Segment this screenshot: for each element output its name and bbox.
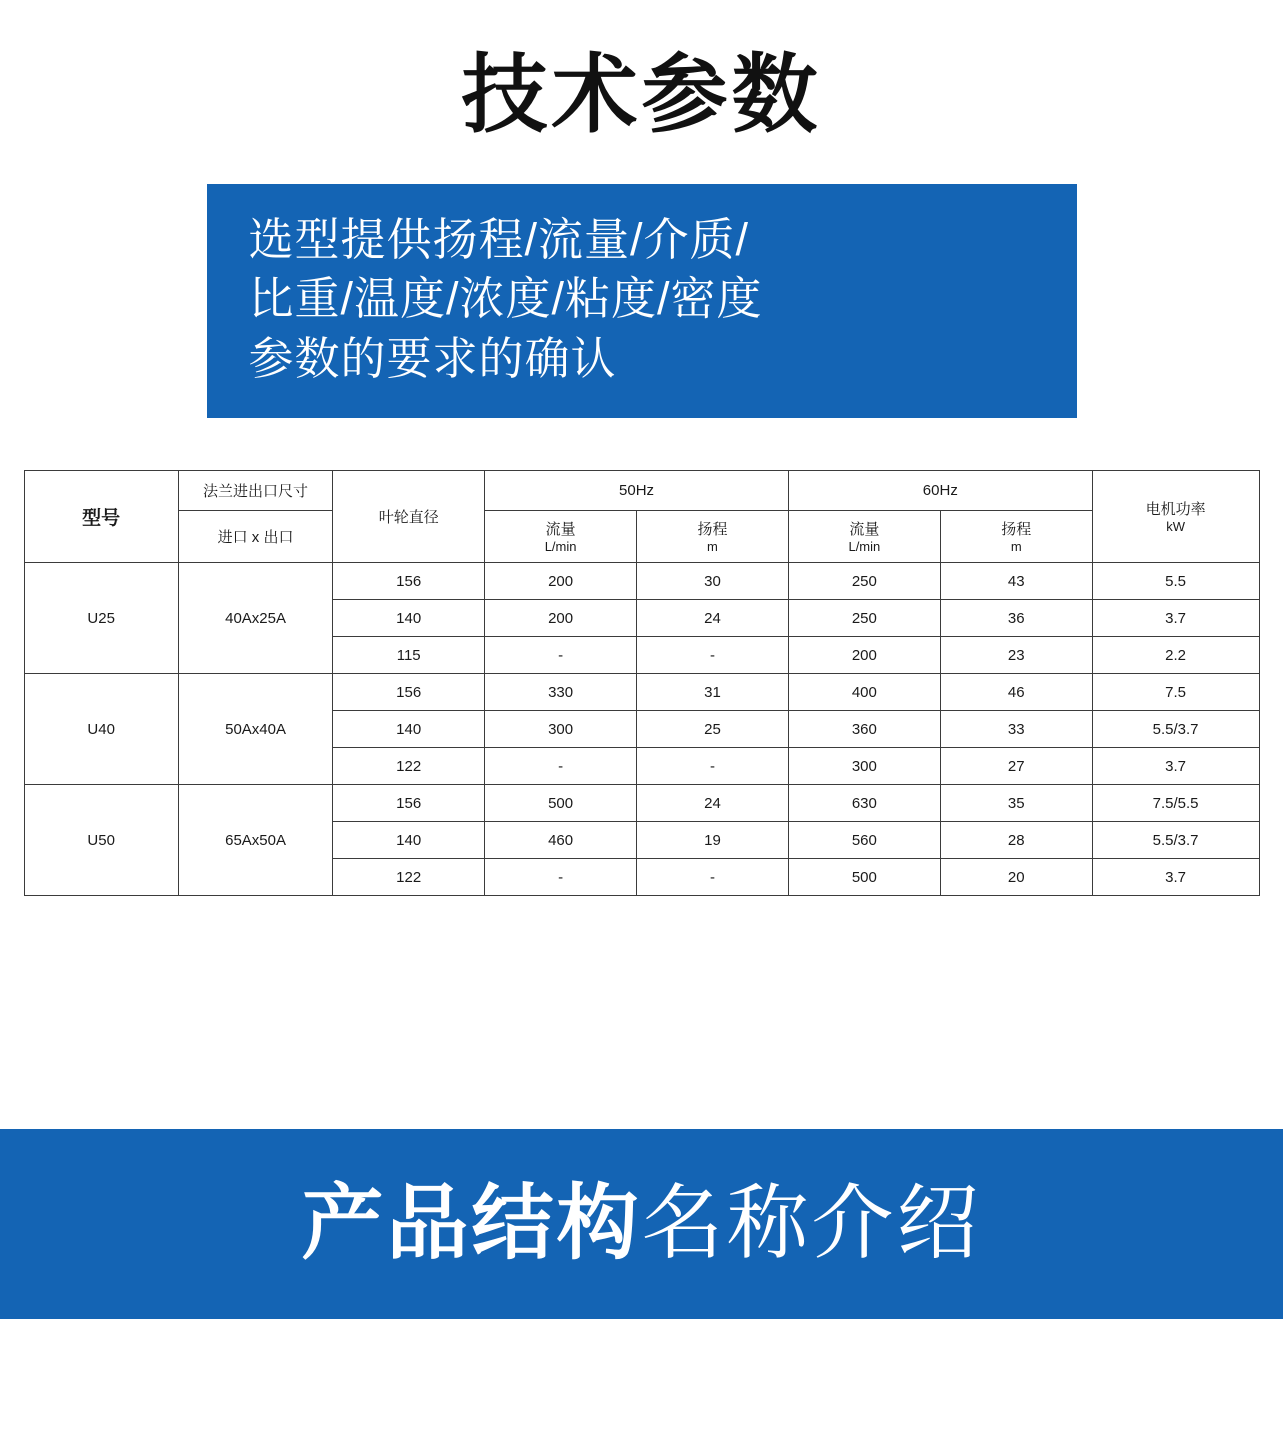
cell-power: 3.7 [1092,600,1259,637]
cell-head-50: 19 [637,822,789,859]
header-power [1092,471,1259,563]
cell-flow-60: 400 [788,674,940,711]
header-power-unit: kW [1166,519,1185,535]
header-50hz: 50Hz [485,471,789,511]
cell-head-60: 36 [940,600,1092,637]
bottom-banner-light: 名称介绍 [641,1178,982,1269]
header-flow-50-label: 流量 [545,521,576,539]
page-title: 技术参数 [461,47,822,143]
table-header-row-bottom [24,511,1259,563]
header-flow-50-unit: L/min [544,539,577,555]
cell-flow-60: 560 [788,822,940,859]
cell-head-60: 43 [940,563,1092,600]
table-header-row-top [24,471,1259,511]
header-head-50-label: 扬程 [697,521,728,539]
cell-power: 7.5 [1092,674,1259,711]
cell-model: U25 [24,563,178,674]
cell-flange: 50Ax40A [178,674,332,785]
header-head-60 [940,511,1092,563]
cell-head-50: - [637,859,789,896]
header-flow-60-unit: L/min [848,539,881,555]
cell-head-60: 33 [940,711,1092,748]
spec-table-body [24,563,1259,896]
cell-impeller: 156 [333,674,485,711]
table-row [24,674,1259,711]
header-head-60-label: 扬程 [1001,521,1032,539]
cell-head-60: 28 [940,822,1092,859]
header-head-60-unit: m [1010,539,1022,555]
header-flow-60 [788,511,940,563]
cell-head-60: 20 [940,859,1092,896]
cell-flow-60: 360 [788,711,940,748]
cell-power: 5.5/3.7 [1092,711,1259,748]
cell-power: 7.5/5.5 [1092,785,1259,822]
bottom-banner-text [301,1178,982,1269]
bottom-banner [0,1129,1283,1319]
cell-head-50: 30 [637,563,789,600]
cell-flow-60: 300 [788,748,940,785]
header-head-50 [637,511,789,563]
cell-impeller: 140 [333,822,485,859]
cell-head-50: - [637,748,789,785]
cell-head-60: 35 [940,785,1092,822]
cell-model: U50 [24,785,178,896]
cell-flow-50: 330 [485,674,637,711]
cell-impeller: 115 [333,637,485,674]
cell-head-50: - [637,637,789,674]
cell-flow-50: - [485,859,637,896]
cell-flow-50: 300 [485,711,637,748]
header-flow-60-label: 流量 [849,521,880,539]
cell-head-60: 23 [940,637,1092,674]
cell-power: 5.5/3.7 [1092,822,1259,859]
cell-flow-60: 250 [788,600,940,637]
cell-power: 5.5 [1092,563,1259,600]
cell-flow-60: 500 [788,859,940,896]
cell-impeller: 156 [333,785,485,822]
header-flange-sub: 进口 x 出口 [178,511,332,563]
cell-head-50: 24 [637,785,789,822]
cell-flow-50: 500 [485,785,637,822]
cell-flange: 40Ax25A [178,563,332,674]
cell-flow-50: 200 [485,563,637,600]
header-head-50-unit: m [707,539,718,555]
cell-impeller: 140 [333,600,485,637]
cell-flow-50: - [485,637,637,674]
cell-impeller: 140 [333,711,485,748]
cell-head-50: 24 [637,600,789,637]
header-power-label: 电机功率 [1145,501,1206,519]
cell-head-60: 46 [940,674,1092,711]
header-flange-group: 法兰进出口尺寸 [178,471,332,511]
header-flow-50 [485,511,637,563]
callout-line-3: 参数的要求的确认 [248,332,617,384]
cell-flow-50: 460 [485,822,637,859]
selection-callout [207,184,1077,418]
spec-table [24,470,1260,896]
cell-head-50: 25 [637,711,789,748]
cell-flow-50: - [485,748,637,785]
bottom-banner-strong: 产品结构 [301,1178,642,1269]
cell-flow-60: 630 [788,785,940,822]
cell-head-60: 27 [940,748,1092,785]
cell-flange: 65Ax50A [178,785,332,896]
spec-table-wrapper [24,470,1260,896]
cell-power: 3.7 [1092,859,1259,896]
cell-model: U40 [24,674,178,785]
cell-flow-60: 200 [788,637,940,674]
cell-impeller: 156 [333,563,485,600]
header-impeller: 叶轮直径 [333,471,485,563]
cell-power: 2.2 [1092,637,1259,674]
header-60hz: 60Hz [788,471,1092,511]
header-model: 型号 [24,471,178,563]
table-row [24,563,1259,600]
cell-flow-60: 250 [788,563,940,600]
cell-power: 3.7 [1092,748,1259,785]
table-row [24,785,1259,822]
cell-impeller: 122 [333,748,485,785]
callout-line-2: 比重/温度/浓度/粘度/密度 [248,273,763,325]
cell-head-50: 31 [637,674,789,711]
callout-line-1: 选型提供扬程/流量/介质/ [248,214,750,265]
cell-flow-50: 200 [485,600,637,637]
cell-impeller: 122 [333,859,485,896]
